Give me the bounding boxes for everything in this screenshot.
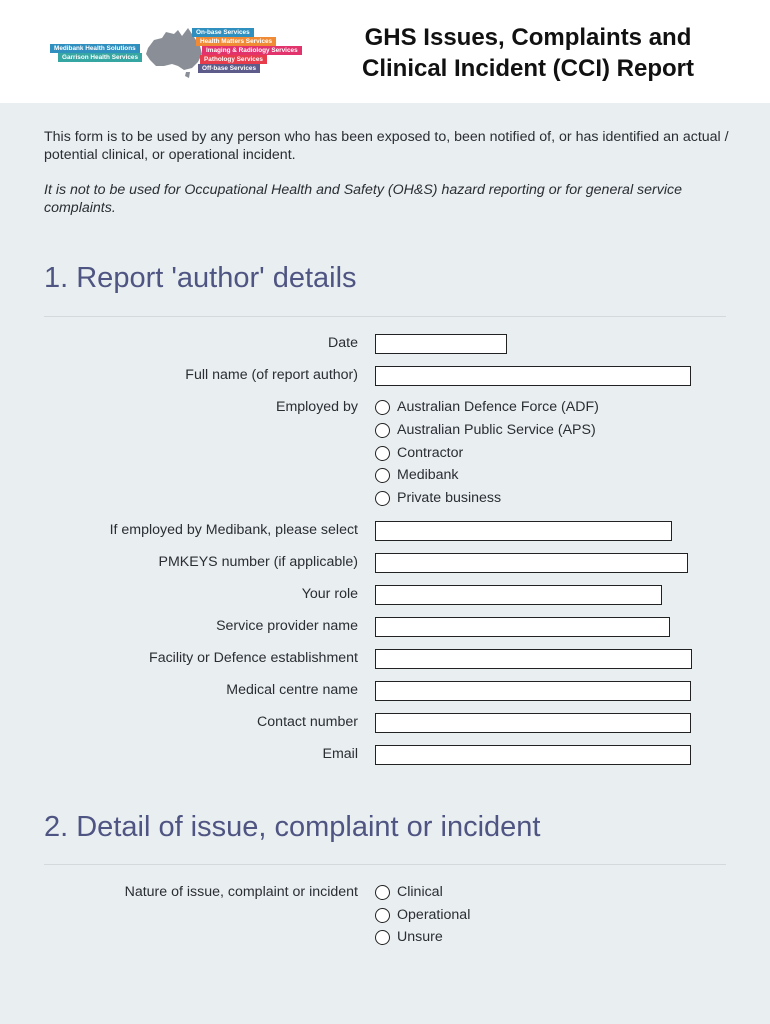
section-2-title: 2. Detail of issue, complaint or incident xyxy=(44,811,541,843)
logo-tag-garrison: Garrison Health Services xyxy=(58,53,142,62)
contact-label: Contact number xyxy=(257,714,358,730)
option-label: Clinical xyxy=(397,884,443,900)
radio-button[interactable] xyxy=(375,446,390,461)
contact-field[interactable] xyxy=(375,713,691,733)
radio-button[interactable] xyxy=(375,491,390,506)
radio-button[interactable] xyxy=(375,930,390,945)
radio-button[interactable] xyxy=(375,468,390,483)
date-field[interactable] xyxy=(375,334,507,354)
title-line-1: GHS Issues, Complaints and xyxy=(364,24,692,51)
title-line-2: Clinical Incident (CCI) Report xyxy=(361,55,694,82)
employed-by-option-contractor[interactable] xyxy=(375,445,463,461)
facility-field[interactable] xyxy=(375,649,692,669)
nature-label: Nature of issue, complaint or incident xyxy=(124,884,358,900)
medibank-select-field[interactable] xyxy=(375,521,672,541)
nature-option-unsure[interactable] xyxy=(375,929,443,945)
full-name-label: Full name (of report author) xyxy=(185,367,358,383)
medical-centre-label: Medical centre name xyxy=(226,682,358,698)
pmkeys-field[interactable] xyxy=(375,553,688,573)
logo-tag-pathology: Pathology Services xyxy=(200,55,267,64)
logo-tag-medibank: Medibank Health Solutions xyxy=(50,44,140,53)
section-1-title: 1. Report 'author' details xyxy=(44,262,357,294)
logo-tag-offbase: Off-base Services xyxy=(198,64,260,73)
full-name-field[interactable] xyxy=(375,366,691,386)
role-label: Your role xyxy=(301,586,358,602)
radio-button[interactable] xyxy=(375,400,390,415)
radio-button[interactable] xyxy=(375,885,390,900)
ghs-logo xyxy=(48,26,310,80)
logo-tag-onbase: On-base Services xyxy=(192,28,254,37)
employed-by-option-private[interactable] xyxy=(375,490,501,506)
option-label: Private business xyxy=(397,490,502,506)
option-label: Contractor xyxy=(397,445,464,461)
option-label: Unsure xyxy=(397,929,443,945)
email-field[interactable] xyxy=(375,745,691,765)
radio-button[interactable] xyxy=(375,423,390,438)
facility-label: Facility or Defence establishment xyxy=(149,650,358,666)
page-title xyxy=(318,22,738,84)
employed-by-option-aps[interactable] xyxy=(375,422,596,438)
intro-note: It is not to be used for Occupational Health and Safety (OH&S) hazard reporting or for general service complaints. xyxy=(44,182,682,216)
pmkeys-label: PMKEYS number (if applicable) xyxy=(158,554,358,570)
employed-by-option-adf[interactable] xyxy=(375,399,599,415)
option-label: Australian Public Service (APS) xyxy=(397,422,596,438)
employed-by-option-medibank[interactable] xyxy=(375,467,459,483)
medibank-select-label: If employed by Medibank, please select xyxy=(109,522,358,538)
medical-centre-field[interactable] xyxy=(375,681,691,701)
option-label: Medibank xyxy=(397,467,459,483)
logo-tag-imaging: Imaging & Radiology Services xyxy=(202,46,302,55)
provider-field[interactable] xyxy=(375,617,670,637)
email-label: Email xyxy=(322,746,358,762)
logo-tag-health-matters: Health Matters Services xyxy=(196,37,276,46)
radio-button[interactable] xyxy=(375,908,390,923)
option-label: Operational xyxy=(397,907,471,923)
nature-option-clinical[interactable] xyxy=(375,884,443,900)
provider-label: Service provider name xyxy=(216,618,358,634)
section-1-divider xyxy=(44,316,726,317)
section-2-divider xyxy=(44,864,726,865)
nature-option-operational[interactable] xyxy=(375,907,470,923)
page-header xyxy=(0,0,770,103)
option-label: Australian Defence Force (ADF) xyxy=(397,399,599,415)
intro-paragraph: This form is to be used by any person who has been exposed to, been notified of, or has identified an actual / potential clinical, or operational incident. xyxy=(44,129,729,163)
date-label: Date xyxy=(328,335,358,351)
employed-by-label: Employed by xyxy=(275,399,358,415)
role-field[interactable] xyxy=(375,585,662,605)
